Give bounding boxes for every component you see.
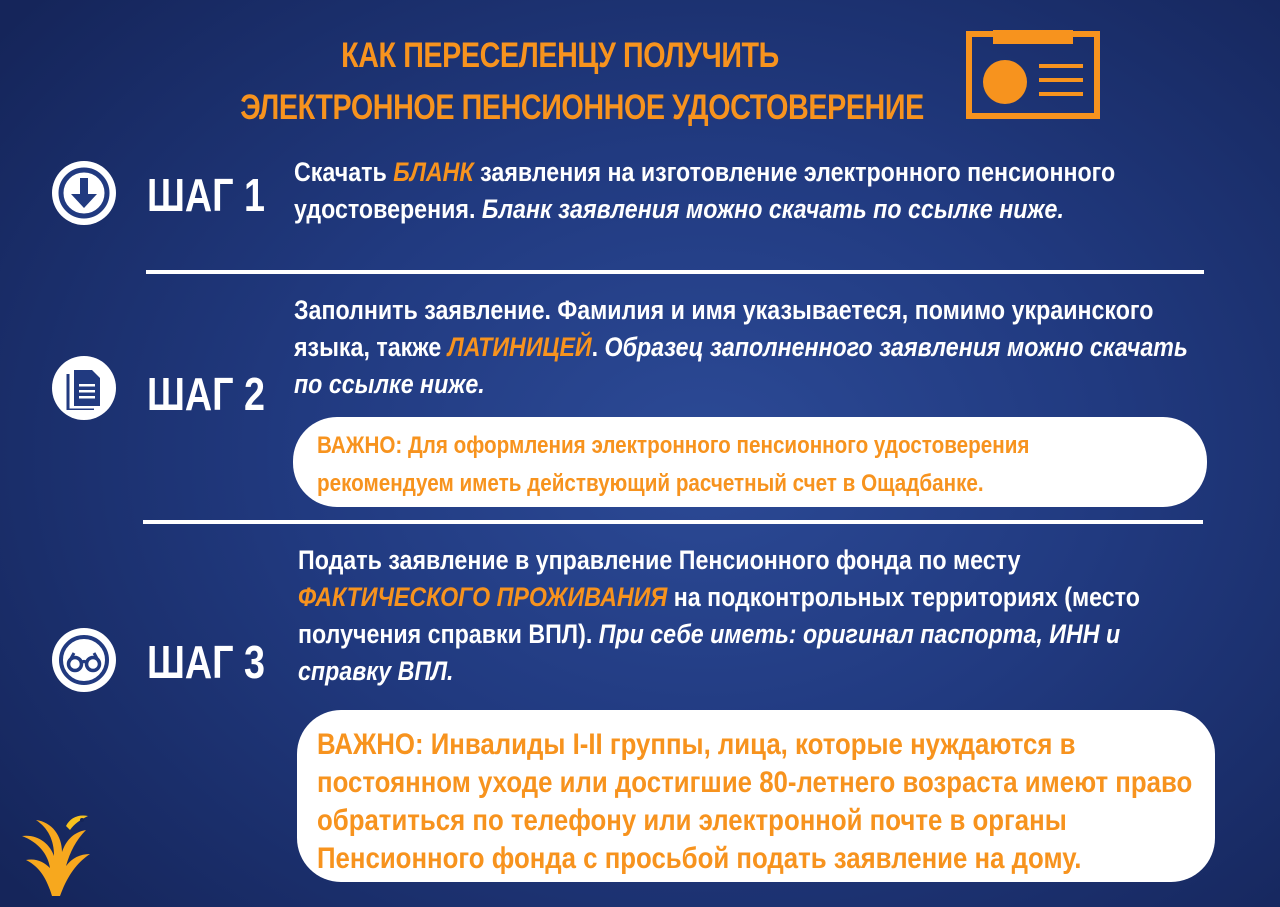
step-3-label: ШАГ 3 [147, 636, 265, 688]
phoenix-icon [8, 806, 96, 898]
step-3-highlight: ФАКТИЧЕСКОГО ПРОЖИВАНИЯ [298, 582, 668, 612]
step-2-note-text: Для оформления электронного пенсионного удостоверения рекомендуем иметь действующий расчетный счет в Ощадбанке. [317, 432, 1030, 497]
step-2-text-part-3: . [591, 332, 605, 362]
step-3-text-part-3: на подконтрольных территориях (место получения справки ВПЛ). [298, 582, 1140, 649]
id-card-icon [963, 28, 1103, 122]
step-2-text [294, 292, 1206, 403]
step-2-text-part-1: Заполнить заявление. Фамилия и имя указываетеся, помимо украинского языка, также [294, 295, 1154, 362]
step-3-icon [52, 628, 116, 692]
step-1-label: ШАГ 1 [147, 169, 265, 221]
step-1-highlight: БЛАНК [393, 157, 474, 187]
step-3-note-text: Инвалиды I-II группы, лица, которые нуждаются в постоянном уходе или достигшие 80-летнего возраста имеют право обратиться по телефону или электронной почте в органы Пенсионного фонда с просьбой подать заявление на дому. [317, 728, 1193, 875]
step-3-text-part-1: Подать заявление в управление Пенсионного фонда по месту [298, 545, 1021, 575]
step-3-note-label: ВАЖНО: [317, 728, 424, 761]
step-3-text [298, 542, 1175, 690]
step-2-label: ШАГ 2 [147, 368, 265, 420]
step-1-text [294, 154, 1206, 228]
title-line-2: ЭЛЕКТРОННОЕ ПЕНСИОННОЕ УДОСТОВЕРЕНИЕ [240, 88, 924, 127]
step-1-text-italic: Бланк заявления можно скачать по ссылке ниже. [481, 194, 1064, 224]
step-1-text-part-1: Скачать [294, 157, 394, 187]
step-2-highlight: ЛАТИНИЦЕЙ [447, 332, 592, 362]
document-icon [64, 366, 104, 410]
page-title [240, 30, 924, 134]
download-icon [57, 166, 111, 220]
step-2-note-label: ВАЖНО: [317, 432, 403, 459]
step-2-icon [52, 356, 116, 420]
step-3-important-note [297, 710, 1215, 882]
title-line-1: КАК ПЕРЕСЕЛЕНЦУ ПОЛУЧИТЬ [341, 36, 779, 75]
step-1-text-part-3: заявления на изготовление электронного пенсионного удостоверения. [294, 157, 1116, 224]
divider-2 [143, 520, 1203, 524]
glasses-icon [57, 633, 111, 687]
step-2-important-note [293, 417, 1207, 507]
step-2-text-italic: Образец заполненного заявления можно скачать по ссылке ниже. [294, 332, 1188, 399]
step-3-text-italic: При себе иметь: оригинал паспорта, ИНН и справку ВПЛ. [298, 619, 1121, 686]
step-1-icon [52, 161, 116, 225]
divider-1 [146, 270, 1204, 274]
